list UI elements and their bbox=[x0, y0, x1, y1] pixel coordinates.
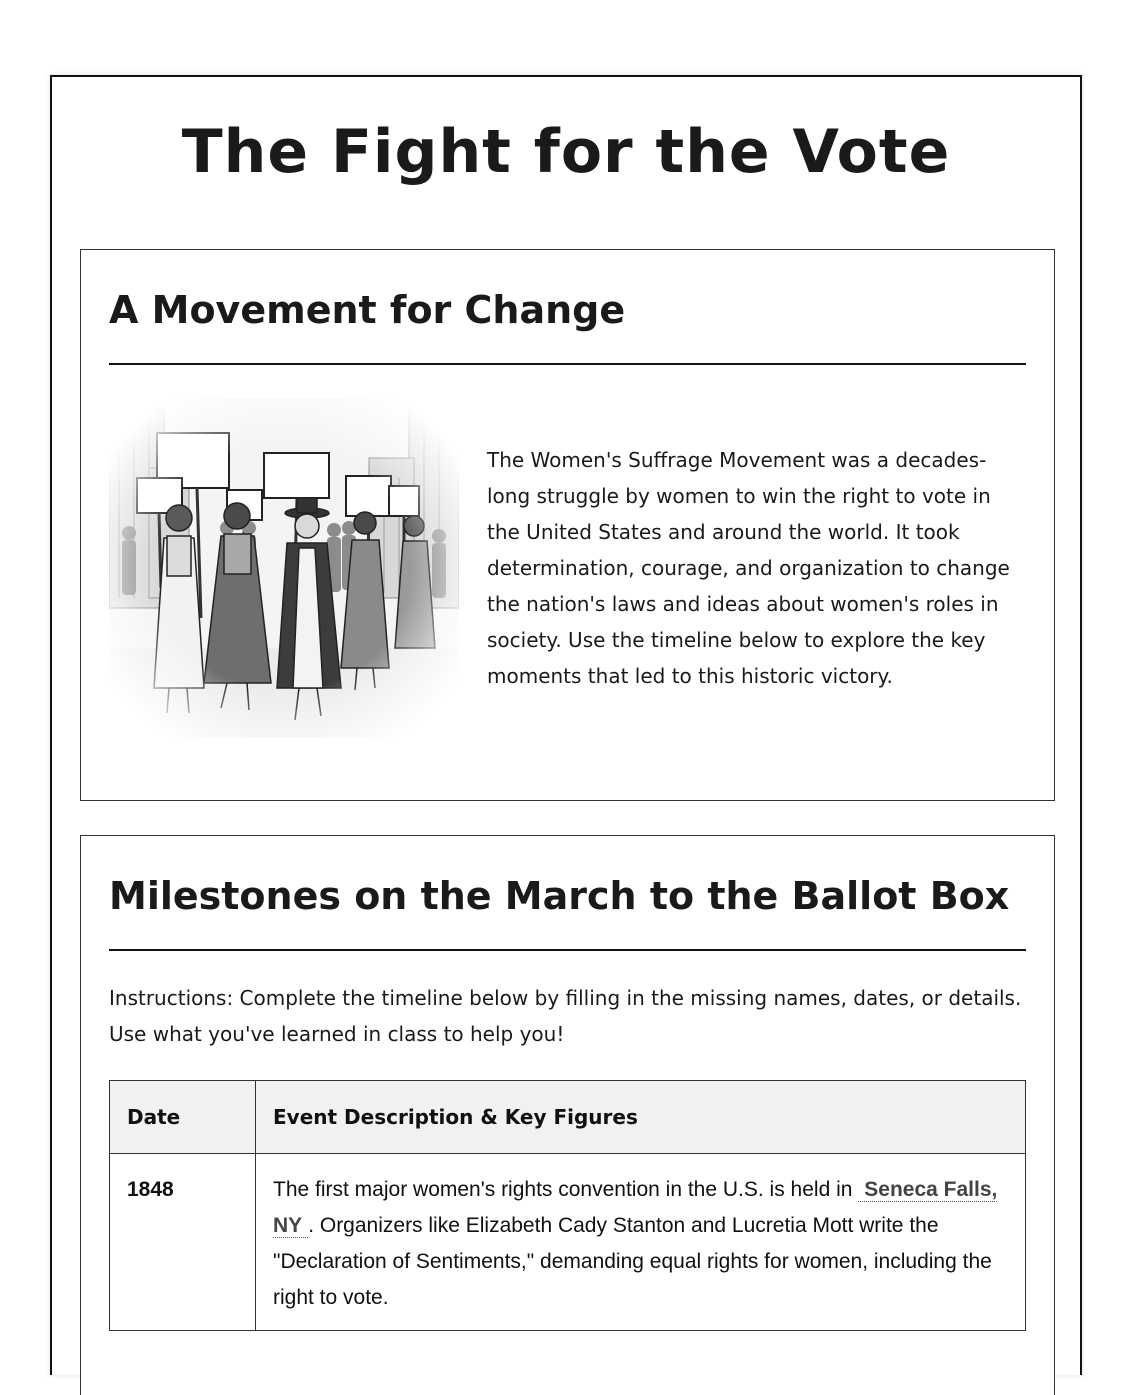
fill-in-blank[interactable]: Seneca Falls, NY bbox=[273, 1178, 998, 1237]
worksheet-page bbox=[50, 75, 1082, 1375]
timeline-divider bbox=[109, 949, 1026, 951]
event-cell bbox=[256, 1154, 1026, 1331]
timeline-table bbox=[109, 1080, 1026, 1331]
suffragists-march-illustration bbox=[109, 398, 459, 738]
event-column-header: Event Description & Key Figures bbox=[256, 1081, 1026, 1154]
instructions-text: Instructions: Complete the timeline below by filling in the missing names, dates, or details. Use what you've learned in class to help you! bbox=[109, 986, 1022, 1046]
intro-paragraph: The Women's Suffrage Movement was a decades-long struggle by women to win the right to vote in the United States and around the world. It took determination, courage, and organization to change the nation's laws and ideas about women's roles in society. Use the timeline below to explore the key moments that led to this historic victory. bbox=[487, 448, 1010, 688]
event-text-before: The first major women's rights convention in the U.S. is held in bbox=[273, 1178, 853, 1201]
intro-divider bbox=[109, 363, 1026, 365]
page-title: The Fight for the Vote bbox=[181, 117, 951, 187]
timeline-heading: Milestones on the March to the Ballot Box bbox=[109, 874, 1010, 918]
date-cell: 1848 bbox=[110, 1154, 256, 1331]
table-row bbox=[110, 1154, 1026, 1331]
intro-section bbox=[80, 249, 1055, 801]
event-text-after: . Organizers like Elizabeth Cady Stanton and Lucretia Mott write the "Declaration of Sentiments," demanding equal rights for women, including the right to vote. bbox=[273, 1214, 992, 1309]
intro-heading: A Movement for Change bbox=[109, 288, 626, 332]
date-column-header: Date bbox=[110, 1081, 256, 1154]
table-header-row bbox=[110, 1081, 1026, 1154]
timeline-section bbox=[80, 835, 1055, 1395]
